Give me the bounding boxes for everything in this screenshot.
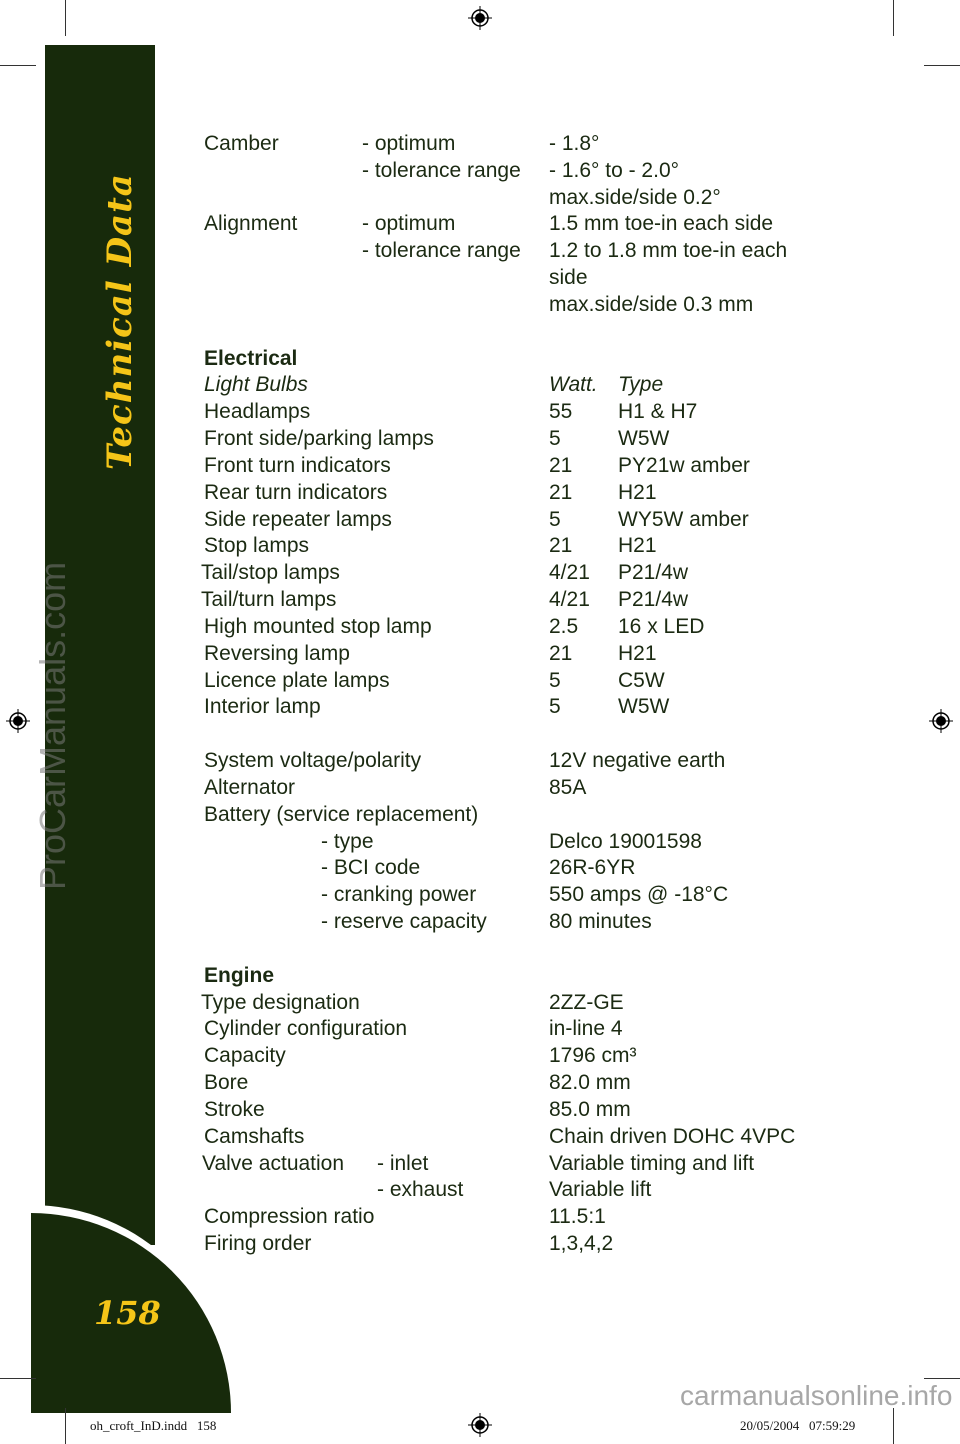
spec-value: 5 bbox=[549, 427, 561, 451]
spec-sublabel: - tolerance range bbox=[362, 239, 521, 263]
registration-mark-icon bbox=[468, 6, 492, 30]
spec-value: 21 bbox=[549, 453, 573, 477]
spec-row bbox=[0, 641, 960, 666]
spec-value: 26R-6YR bbox=[549, 856, 636, 880]
spec-type: W5W bbox=[618, 695, 670, 719]
spec-value: 2ZZ-GE bbox=[549, 990, 624, 1014]
spec-value: 21 bbox=[549, 641, 573, 665]
spec-value: Watt. bbox=[549, 373, 598, 397]
spec-type: P21/4w bbox=[618, 588, 689, 612]
spec-label: Side repeater lamps bbox=[204, 507, 392, 531]
spec-row bbox=[0, 614, 960, 639]
spec-row bbox=[0, 453, 960, 478]
crop-mark bbox=[65, 1408, 66, 1444]
spec-row bbox=[0, 238, 960, 263]
spec-label: Reversing lamp bbox=[204, 641, 350, 665]
spec-label: Capacity bbox=[204, 1044, 286, 1068]
spec-row bbox=[0, 668, 960, 693]
page-number: 158 bbox=[94, 1294, 161, 1332]
spec-value: 12V negative earth bbox=[549, 749, 726, 773]
spec-row bbox=[0, 185, 960, 210]
spec-label: Stop lamps bbox=[204, 534, 310, 558]
spec-value: 1.2 to 1.8 mm toe-in each bbox=[549, 239, 788, 263]
spec-row bbox=[0, 1097, 960, 1122]
crop-mark bbox=[65, 0, 66, 36]
spec-value: 5 bbox=[549, 695, 561, 719]
spec-value: max.side/side 0.2° bbox=[549, 185, 721, 209]
spec-row bbox=[0, 372, 960, 397]
spec-label: Rear turn indicators bbox=[204, 480, 388, 504]
spec-type: P21/4w bbox=[618, 561, 689, 585]
spec-label: Camber bbox=[204, 132, 279, 155]
spec-sublabel: - cranking power bbox=[321, 883, 477, 907]
spec-row bbox=[0, 1177, 960, 1202]
crop-mark bbox=[0, 1378, 36, 1379]
spec-label: Interior lamp bbox=[204, 695, 321, 719]
spec-value: side bbox=[549, 266, 588, 290]
spec-value: Variable timing and lift bbox=[549, 1151, 755, 1175]
spec-value: 85.0 mm bbox=[549, 1097, 631, 1121]
spec-row bbox=[0, 882, 960, 907]
crop-mark bbox=[893, 1408, 894, 1444]
spec-row bbox=[0, 721, 960, 746]
spec-row bbox=[0, 855, 960, 880]
spec-row bbox=[0, 909, 960, 934]
spec-type: PY21w amber bbox=[618, 453, 750, 477]
spec-value: - 1.6° to - 2.0° bbox=[549, 158, 680, 182]
crop-mark bbox=[893, 0, 894, 36]
section-title: Technical Data bbox=[100, 173, 140, 470]
spec-row bbox=[0, 748, 960, 773]
spec-row bbox=[0, 399, 960, 424]
spec-row bbox=[0, 936, 960, 961]
spec-type: H21 bbox=[618, 480, 657, 504]
footer-filename: oh_croft_InD.indd 158 bbox=[90, 1418, 217, 1433]
spec-sublabel: - type bbox=[321, 829, 374, 853]
spec-type: C5W bbox=[618, 668, 665, 692]
spec-row bbox=[0, 1043, 960, 1068]
spec-value: Variable lift bbox=[549, 1178, 652, 1202]
spec-sublabel: - optimum bbox=[362, 212, 456, 236]
spec-value: 1796 cm³ bbox=[549, 1044, 637, 1068]
spec-sublabel: - reserve capacity bbox=[321, 910, 487, 934]
spec-sublabel: - inlet bbox=[377, 1151, 429, 1175]
spec-row bbox=[0, 1231, 960, 1256]
spec-row bbox=[0, 829, 960, 854]
spec-value: 4/21 bbox=[549, 561, 590, 585]
spec-row bbox=[0, 587, 960, 612]
spec-label: Front turn indicators bbox=[204, 453, 391, 477]
spec-row bbox=[0, 560, 960, 585]
spec-value: 55 bbox=[549, 400, 573, 424]
spec-value: 550 amps @ -18°C bbox=[549, 883, 729, 907]
spec-sublabel: - BCI code bbox=[321, 856, 421, 880]
spec-row bbox=[0, 211, 960, 236]
footer-timestamp: 20/05/2004 07:59:29 bbox=[740, 1418, 856, 1433]
spec-value: - 1.8° bbox=[549, 132, 600, 155]
spec-row bbox=[0, 1070, 960, 1095]
spec-type: 16 x LED bbox=[618, 614, 705, 638]
spec-label: Tail/turn lamps bbox=[201, 588, 337, 612]
spec-label: Stroke bbox=[204, 1097, 265, 1121]
spec-row bbox=[0, 694, 960, 719]
spec-label: Cylinder configuration bbox=[204, 1017, 408, 1041]
spec-value: 21 bbox=[549, 534, 573, 558]
spec-value: 2.5 bbox=[549, 614, 579, 638]
spec-row bbox=[0, 158, 960, 183]
spec-label: Licence plate lamps bbox=[204, 668, 390, 692]
spec-row bbox=[0, 775, 960, 800]
spec-sublabel: - exhaust bbox=[377, 1178, 464, 1202]
spec-value: 85A bbox=[549, 775, 587, 799]
spec-label: Engine bbox=[204, 963, 275, 987]
spec-value: 82.0 mm bbox=[549, 1071, 631, 1095]
spec-row bbox=[0, 1204, 960, 1229]
spec-row bbox=[0, 346, 960, 371]
spec-row bbox=[0, 1124, 960, 1149]
spec-row bbox=[0, 426, 960, 451]
spec-value: Delco 19001598 bbox=[549, 829, 702, 853]
spec-value: 11.5:1 bbox=[549, 1205, 606, 1229]
spec-value: 5 bbox=[549, 507, 561, 531]
side-watermark: ProCarManuals.com bbox=[32, 561, 73, 890]
spec-label: System voltage/polarity bbox=[204, 749, 422, 773]
spec-type: H21 bbox=[618, 534, 657, 558]
spec-type: H1 & H7 bbox=[618, 400, 698, 424]
spec-row bbox=[0, 533, 960, 558]
crop-mark bbox=[924, 1378, 960, 1379]
spec-label: Battery (service replacement) bbox=[204, 802, 479, 826]
spec-type: H21 bbox=[618, 641, 657, 665]
spec-label: Type designation bbox=[201, 990, 360, 1014]
spec-value: 80 minutes bbox=[549, 910, 652, 934]
registration-mark-icon bbox=[929, 709, 953, 733]
spec-row bbox=[0, 507, 960, 532]
registration-mark-icon bbox=[468, 1413, 492, 1437]
spec-value: 4/21 bbox=[549, 588, 590, 612]
spec-label: Alternator bbox=[204, 775, 296, 799]
spec-type: WY5W amber bbox=[618, 507, 749, 531]
spec-value: 5 bbox=[549, 668, 561, 692]
crop-mark bbox=[0, 65, 36, 66]
spec-label: High mounted stop lamp bbox=[204, 614, 432, 638]
spec-label: Tail/stop lamps bbox=[201, 561, 340, 585]
registration-mark-icon bbox=[6, 709, 30, 733]
spec-label: Firing order bbox=[204, 1232, 312, 1256]
spec-type: W5W bbox=[618, 427, 670, 451]
spec-label: Light Bulbs bbox=[204, 373, 308, 397]
spec-type: Type bbox=[618, 373, 664, 397]
spec-value: 21 bbox=[549, 480, 573, 504]
spec-label: Compression ratio bbox=[204, 1205, 375, 1229]
spec-value: Chain driven DOHC 4VPC bbox=[549, 1124, 796, 1148]
spec-row bbox=[0, 802, 960, 827]
spec-row bbox=[0, 1016, 960, 1041]
spec-row bbox=[0, 265, 960, 290]
bottom-watermark: carmanualsonline.info bbox=[680, 1380, 953, 1411]
spec-row bbox=[0, 131, 960, 156]
spec-row bbox=[0, 990, 960, 1015]
spec-label: Bore bbox=[204, 1071, 249, 1095]
spec-label: Alignment bbox=[204, 212, 298, 236]
spec-label: Valve actuation bbox=[202, 1151, 345, 1175]
spec-label: Headlamps bbox=[204, 400, 311, 424]
spec-row bbox=[0, 963, 960, 988]
spec-label: Camshafts bbox=[204, 1124, 305, 1148]
spec-label: Electrical bbox=[204, 346, 298, 370]
spec-value: max.side/side 0.3 mm bbox=[549, 292, 754, 316]
spec-row bbox=[0, 319, 960, 344]
spec-value: 1.5 mm toe-in each side bbox=[549, 212, 774, 236]
spec-row bbox=[0, 292, 960, 317]
spec-value: 1,3,4,2 bbox=[549, 1232, 614, 1256]
spec-row bbox=[0, 480, 960, 505]
spec-sublabel: - tolerance range bbox=[362, 158, 521, 182]
spec-value: in-line 4 bbox=[549, 1017, 623, 1041]
spec-sublabel: - optimum bbox=[362, 132, 456, 155]
spec-row bbox=[0, 1151, 960, 1176]
spec-label: Front side/parking lamps bbox=[204, 427, 434, 451]
crop-mark bbox=[924, 65, 960, 66]
